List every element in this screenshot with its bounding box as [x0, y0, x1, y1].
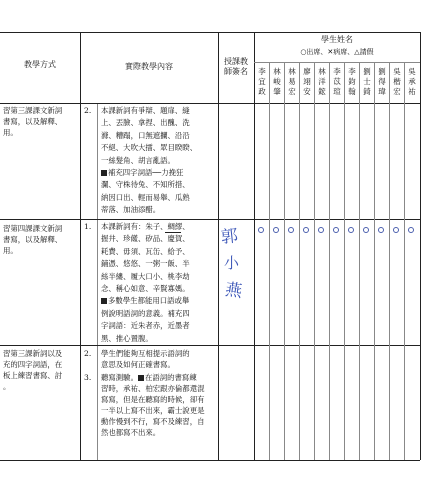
student-name: 李 苡 瑄	[333, 67, 341, 96]
row3-content-line: 聽寫測驗。 在語詞的書寫練	[101, 373, 197, 382]
row1-content-line: 蒂落、加油添醋。	[101, 205, 161, 215]
row1-content-line: 本課新詞有爭辯、題扉、縫	[101, 106, 190, 115]
row1-number-divider	[97, 104, 98, 219]
row3-content-line: 動作慢到不行，寫不及練習，自	[101, 417, 205, 426]
teacher-signature: 小	[224, 254, 240, 272]
student-col-line	[389, 62, 390, 460]
row1-method-line: 用。	[3, 128, 18, 137]
attendance-present-mark	[393, 227, 399, 233]
student-col-line	[269, 62, 270, 460]
row2-content-line: 握井、珍饈、矽品、慶賀、	[101, 234, 190, 244]
attendance-present-mark	[378, 227, 384, 233]
student-col-line	[314, 62, 315, 460]
table-right-border	[420, 32, 421, 460]
student-name: 李 宜 政	[258, 67, 266, 96]
row3-content-line: 一半以上寫不出來，霸士說更是	[101, 406, 205, 415]
row2-content-line: 字詞語：近朱者赤，近墨者	[101, 321, 190, 331]
attendance-present-mark	[348, 227, 354, 233]
header-teaching-method: 教學方式	[24, 60, 56, 69]
row2-content-line: 多數學生都能用口語或舉	[101, 296, 189, 307]
row1-bottom-border	[0, 219, 420, 220]
bullet-square-icon	[101, 170, 107, 176]
teacher-signature: 郭	[219, 226, 239, 248]
student-col-line	[359, 62, 360, 460]
row2-bottom-border	[0, 345, 420, 346]
student-col-line	[299, 62, 300, 460]
table-bottom-border	[0, 460, 420, 461]
row2-method-line: 用。	[3, 246, 18, 255]
student-name: 吳 楷 宏	[393, 67, 401, 96]
row1-method-line: 書寫，以及解釋、	[3, 117, 63, 126]
row1-content-line: 一絲髮角、胡言亂語。	[101, 155, 175, 165]
student-name: 吳 承 祐	[408, 67, 416, 96]
row3-content-line: 然也都寫不出來。	[101, 428, 161, 437]
row1-content-line: 納因口出、輕而易舉、瓜熟	[101, 192, 190, 202]
header-content: 實際教學內容	[125, 62, 173, 71]
row3-method-line: 板上練習書寫、討	[3, 371, 63, 380]
student-col-line	[374, 62, 375, 460]
row2-content-line: 絲半縷、履大口小、桃李劫	[101, 271, 190, 281]
header-signature-line1: 授課教	[224, 57, 248, 66]
row3-number-divider	[97, 346, 98, 460]
attendance-present-mark	[363, 227, 369, 233]
row2-content-line: 例說明語詞的意義。補充四	[101, 308, 190, 318]
row2-content-line: 念、稱心如意、辛賢寡媽。	[101, 284, 190, 293]
row2-item-number: 1.	[84, 222, 92, 231]
row1-content-line: 瀾、守株待兔、不知所措、	[101, 180, 190, 190]
row2-content-line: 本課新詞有：朱子、綢繆、	[101, 222, 190, 231]
student-col-line	[344, 62, 345, 460]
row2-content-line: 耗費、毋須、瓦缶、給予、	[101, 246, 190, 256]
attendance-present-mark	[288, 227, 294, 233]
attendance-present-mark	[258, 227, 264, 233]
row3-method-line: 習第三課新詞以及	[3, 349, 63, 358]
row3-content-line: 習時，承祐、柏宏跟亦倫都還混	[101, 384, 205, 393]
student-name: 林 洋 鋐	[318, 67, 326, 96]
students-title-divider	[254, 62, 420, 63]
student-col-line	[404, 62, 405, 460]
row3-content-line: 意思及如何正確書寫。	[101, 360, 175, 369]
row1-content-line: 補充四字詞語──力挽狂	[101, 168, 183, 179]
row1-item-number: 2.	[84, 106, 92, 115]
row3-content-line: 寫寫，但是在聽寫的時候，卻有	[101, 395, 205, 404]
attendance-present-mark	[333, 227, 339, 233]
row1-method-line: 習第三課課文新詞	[3, 106, 63, 115]
row3-content-line: 學生們能夠互相提示語詞的	[101, 349, 190, 358]
student-name: 李 鈞 翰	[348, 67, 356, 96]
attendance-present-mark	[303, 227, 309, 233]
col-divider-method	[80, 32, 81, 460]
attendance-present-mark	[318, 227, 324, 233]
student-col-line	[329, 62, 330, 460]
row2-content-line: 鋪憑、悠悠、一粥一飯、半	[101, 259, 190, 269]
row2-number-divider	[97, 220, 98, 345]
student-name: 劉 得 瑋	[378, 67, 386, 96]
row2-method-line: 習第四課課文新詞	[3, 224, 63, 233]
row2-method-line: 書寫，以及解釋、	[3, 235, 63, 244]
attendance-present-mark	[273, 227, 279, 233]
row3-item-number: 3.	[84, 373, 92, 382]
row1-content-line: 滌、糟蹋，口無遮攔、沿沿	[101, 130, 190, 140]
student-name: 廖 翊 安	[303, 67, 311, 96]
attendance-present-mark	[408, 227, 414, 233]
row2-content-line: 黑、推心置腹。	[101, 333, 153, 343]
header-students-title: 學生姓名	[321, 35, 353, 44]
teacher-signature: 燕	[223, 279, 244, 303]
student-name: 林 峻 肇	[273, 67, 281, 96]
row1-content-line: 上、丟臉、拿捏、出醜、洗	[101, 118, 190, 128]
header-bottom-border	[0, 103, 420, 104]
table-top-border	[0, 32, 420, 33]
bullet-square-icon	[101, 298, 107, 304]
row3-method-line: 充的四字詞語，在	[3, 360, 63, 369]
row3-method-line: 。	[3, 382, 11, 391]
bullet-square-icon	[138, 375, 144, 381]
header-signature-line2: 師簽名	[224, 67, 248, 76]
student-name: 劉 士 錡	[363, 67, 371, 96]
student-name: 林 易 宏	[288, 67, 296, 96]
row3-item-number: 2.	[84, 349, 92, 358]
row1-content-line: 不絕、大吹大擂、眾目睽睽、	[101, 143, 198, 153]
underline-mark	[165, 232, 181, 233]
header-attendance-legend: ○出席、✕病席、△請假	[300, 48, 374, 56]
student-col-line	[284, 62, 285, 460]
col-divider-content	[218, 32, 219, 460]
